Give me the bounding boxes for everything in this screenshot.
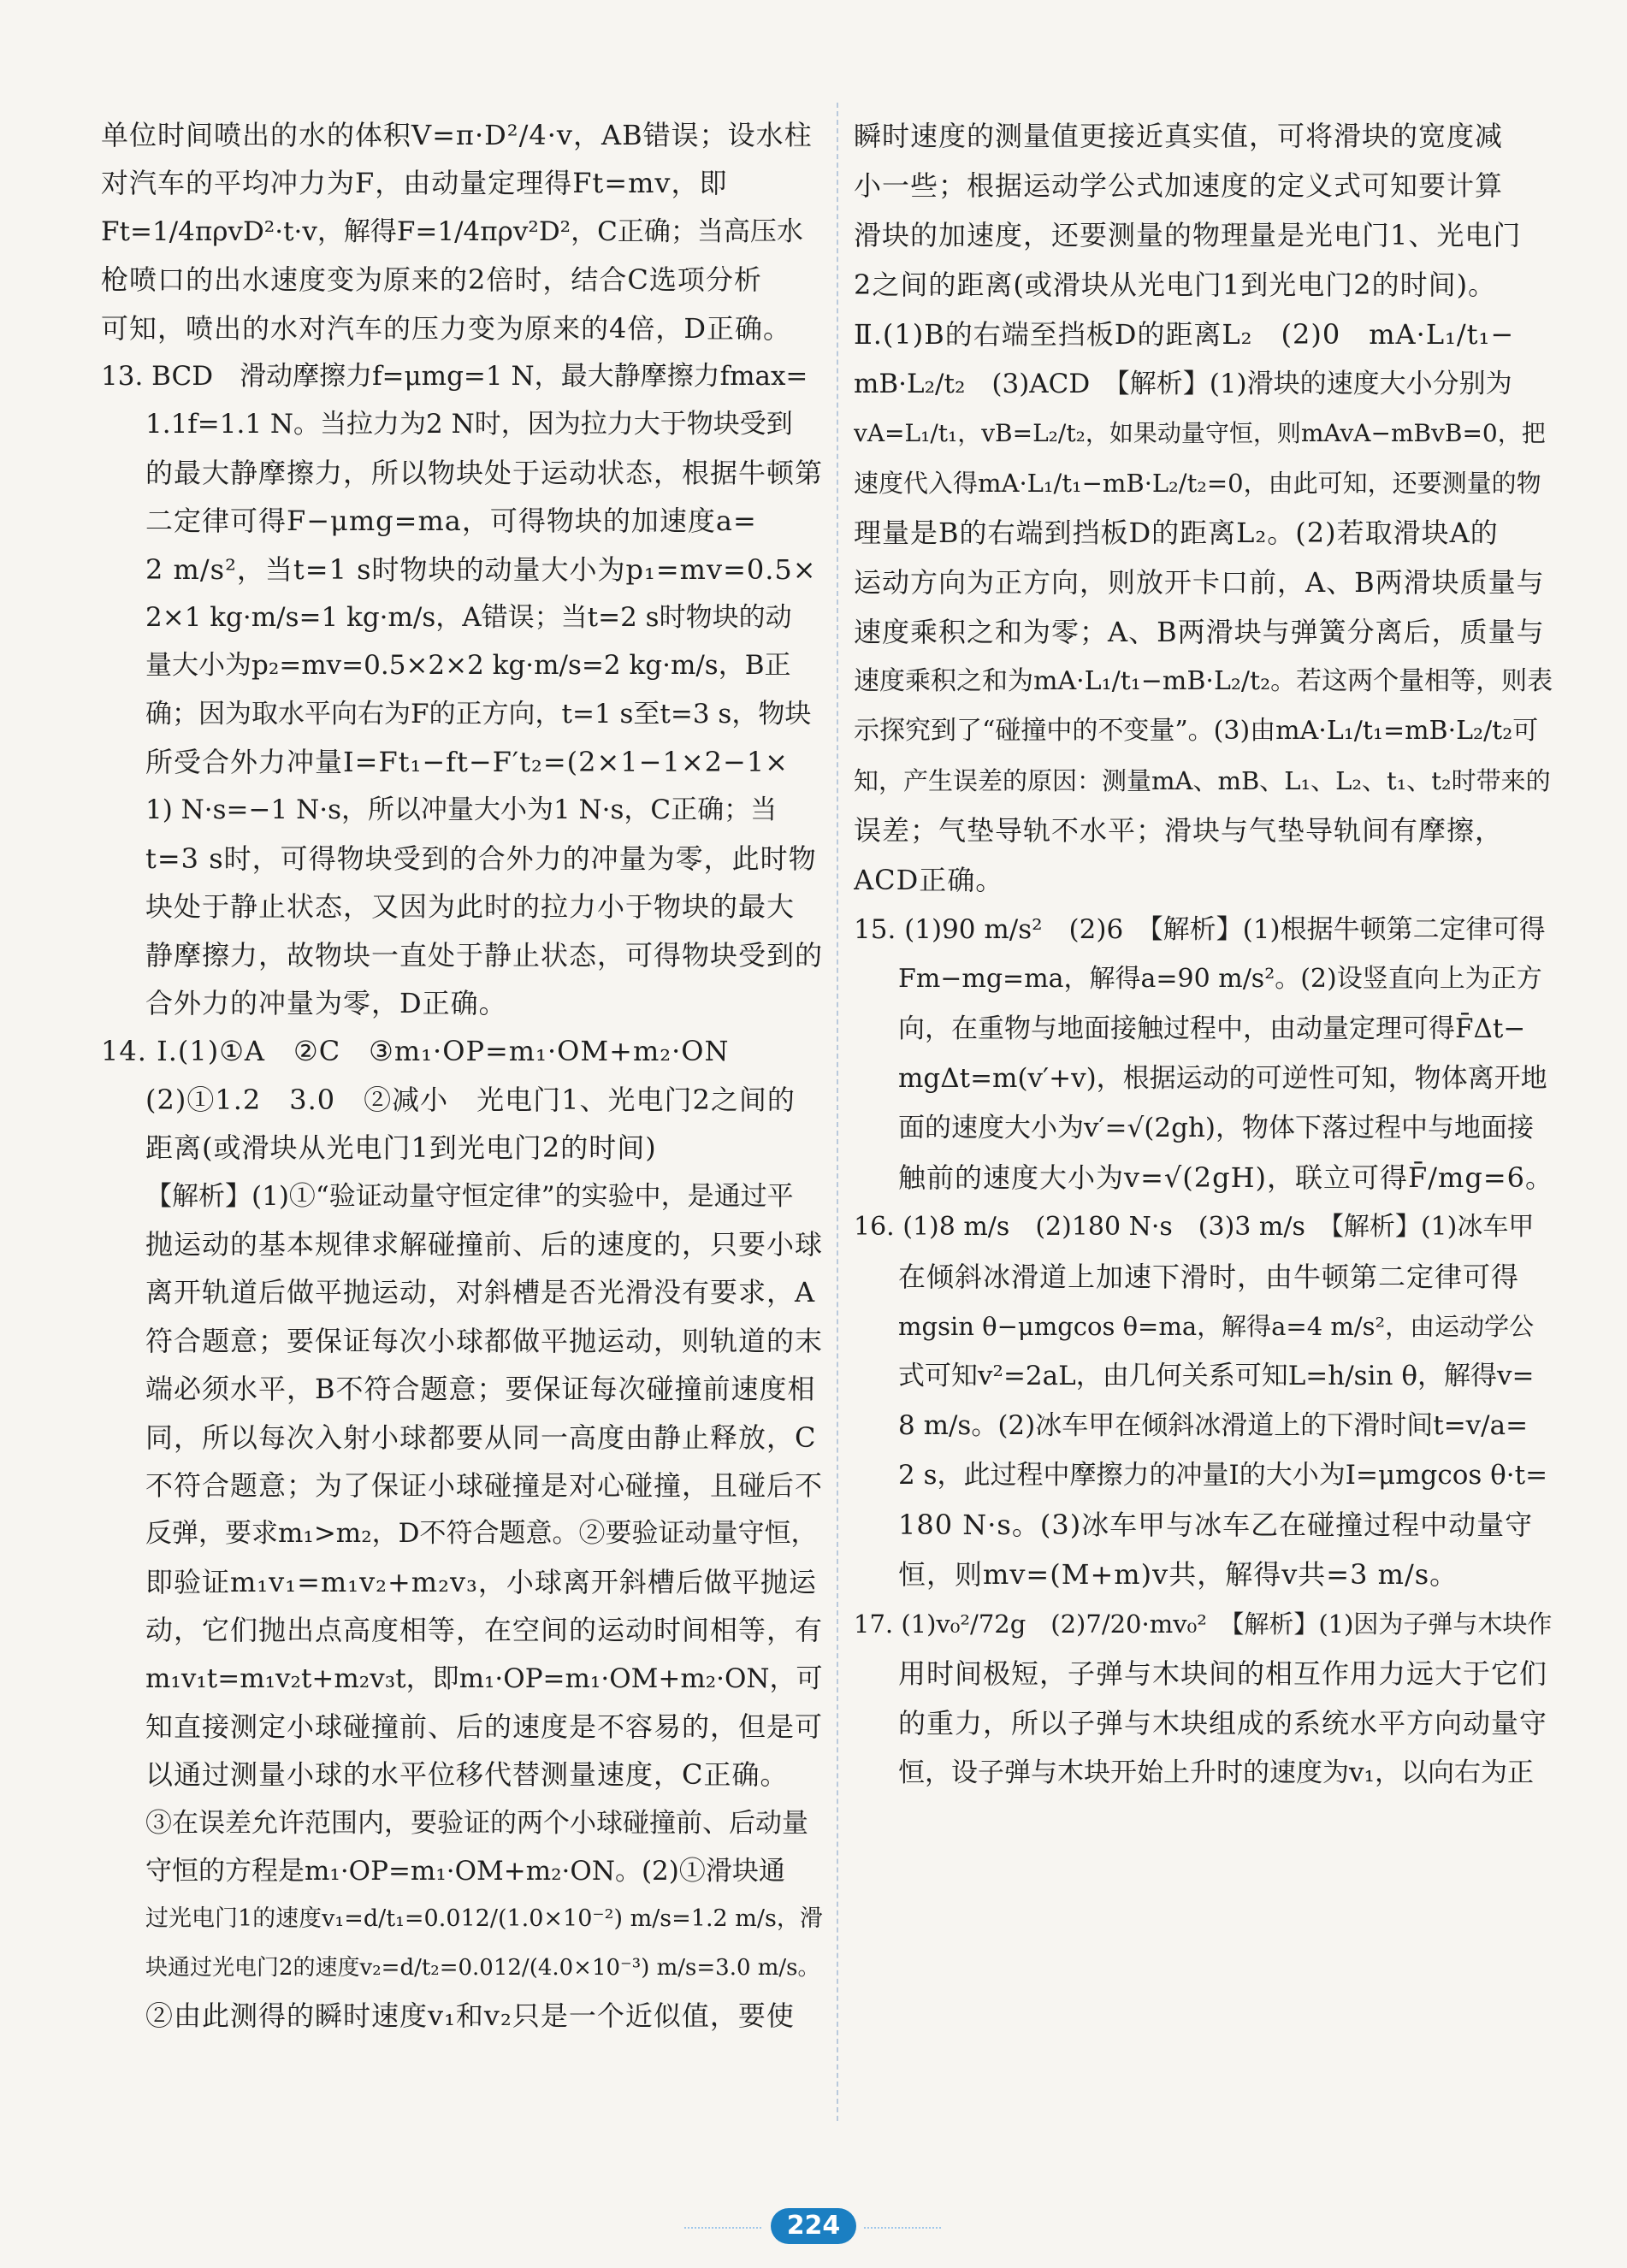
text-line: 在倾斜冰滑道上加速下滑时，由牛顿第二定律可得 [898, 1261, 1520, 1293]
text-line: mB·L₂/t₂ (3)ACD 【解析】(1)滑块的速度大小分别为 [854, 369, 1512, 399]
text-line: 瞬时速度的测量值更接近真实值，可将滑块的宽度减 [854, 120, 1504, 152]
text-line: 守恒的方程是m₁·OP=m₁·OM+m₂·ON。(2)①滑块通 [145, 1856, 785, 1887]
page-number: 224 [771, 2208, 856, 2244]
question-17-answer: 17. (1)v₀²/72g (2)7/20·mv₀² 【解析】(1)因为子弹与木块作 [854, 1609, 1553, 1639]
text-line: 的重力，所以子弹与木块组成的系统水平方向动量守 [898, 1707, 1548, 1739]
text-line: 【解析】(1)①“验证动量守恒定律”的实验中，是通过平 [145, 1180, 794, 1212]
text-line: 块处于静止状态，又因为此时的拉力小于物块的最大 [145, 890, 796, 924]
text-line: 2 m/s²，当t=1 s时物块的动量大小为p₁=mv=0.5× [145, 552, 817, 586]
text-line: 确；因为取水平向右为F的正方向，t=1 s至t=3 s，物块 [145, 698, 812, 729]
text-line: 知，产生误差的原因：测量mA、mB、L₁、L₂、t₁、t₂时带来的 [854, 766, 1551, 795]
text-line: ACD正确。 [854, 864, 1004, 896]
text-line: 2 s，此过程中摩擦力的冲量I的大小为I=μmgcos θ·t= [898, 1460, 1548, 1491]
text-line: 反弹，要求m₁>m₂，D不符合题意。②要验证动量守恒， [145, 1518, 818, 1550]
text-line: 误差；气垫导轨不水平；滑块与气垫导轨间有摩擦， [854, 814, 1504, 847]
text-line: 量大小为p₂=mv=0.5×2×2 kg·m/s=2 kg·m/s，B正 [145, 650, 791, 682]
question-14-answer: 14. Ⅰ.(1)①A ②C ③m₁·OP=m₁·OM+m₂·ON [101, 1035, 730, 1068]
text-line: 单位时间喷出的水的体积V=π·D²/4·v，AB错误；设水柱 [101, 119, 813, 151]
footer-dotted-line [684, 2227, 761, 2229]
footer-dotted-line [864, 2227, 941, 2229]
right-column [854, 111, 1555, 1798]
text-line: 符合题意；要保证每次小球都做平抛运动，则轨道的末 [145, 1324, 824, 1357]
text-line: 同，所以每次入射小球都要从同一高度由静止释放，C [145, 1420, 817, 1454]
text-line: 二定律可得F−μmg=ma，可得物块的加速度a= [145, 505, 757, 538]
text-line: vA=L₁/t₁，vB=L₂/t₂，如果动量守恒，则mAvA−mBvB=0，把 [854, 419, 1546, 447]
text-line: 速度代入得mA·L₁/t₁−mB·L₂/t₂=0，由此可知，还要测量的物 [854, 469, 1541, 498]
text-line: ②由此测得的瞬时速度v₁和v₂只是一个近似值，要使 [145, 1999, 795, 2033]
text-line: 即验证m₁v₁=m₁v₂+m₂v₃，小球离开斜槽后做平抛运 [145, 1565, 817, 1598]
text-line: 块通过光电门2的速度v₂=d/t₂=0.012/(4.0×10⁻³) m/s=3.0 m/s。 [145, 1954, 820, 1981]
text-line: 的最大静摩擦力，所以物块处于运动状态，根据牛顿第 [145, 456, 824, 489]
text-line: 面的速度大小为v′=√(2gh)，物体下落过程中与地面接 [898, 1113, 1534, 1143]
text-line: 合外力的冲量为零，D正确。 [145, 987, 507, 1020]
text-line: Ⅱ.(1)B的右端至挡板D的距离L₂ (2)0 mA·L₁/t₁− [854, 318, 1515, 351]
text-line: Ft=1/4πρvD²·t·v，解得F=1/4πρv²D²，C正确；当高压水 [101, 216, 803, 247]
text-line: t=3 s时，可得物块受到的合外力的冲量为零，此时物 [145, 842, 817, 875]
text-line: 恒，设子弹与木块开始上升时的速度为v₁，以向右为正 [898, 1757, 1534, 1788]
text-line: 1) N·s=−1 N·s，所以冲量大小为1 N·s，C正确；当 [145, 794, 778, 826]
text-line: m₁v₁t=m₁v₂t+m₂v₃t，即m₁·OP=m₁·OM+m₂·ON，可 [145, 1663, 823, 1694]
text-line: 距离(或滑块从光电门1到光电门2的时间) [145, 1131, 657, 1165]
text-line: 理量是B的右端到挡板D的距离L₂。(2)若取滑块A的 [854, 517, 1499, 549]
text-line: Fm−mg=ma，解得a=90 m/s²。(2)设竖直向上为正方 [898, 964, 1542, 994]
left-column [101, 111, 824, 2041]
text-line: 用时间极短，子弹与木块间的相互作用力远大于它们 [898, 1657, 1548, 1690]
question-16-answer: 16. (1)8 m/s (2)180 N·s (3)3 m/s 【解析】(1)冰车甲 [854, 1212, 1535, 1242]
text-line: (2)①1.2 3.0 ②减小 光电门1、光电门2之间的 [145, 1083, 796, 1116]
text-line: 触前的速度大小为v=√(2gH)，联立可得F̄/mg=6。 [898, 1161, 1553, 1194]
text-line: 速度乘积之和为零；A、B两滑块与弹簧分离后，质量与 [854, 616, 1545, 648]
text-line: 8 m/s。(2)冰车甲在倾斜冰滑道上的下滑时间t=v/a= [898, 1410, 1529, 1441]
text-line: mgsin θ−μmgcos θ=ma，解得a=4 m/s²，由运动学公 [898, 1312, 1535, 1341]
text-line: 端必须水平，B不符合题意；要保证每次碰撞前速度相 [145, 1373, 816, 1406]
question-15-answer: 15. (1)90 m/s² (2)6 【解析】(1)根据牛顿第二定律可得 [854, 914, 1546, 945]
text-line: 180 N·s。(3)冰车甲与冰车乙在碰撞过程中动量守 [898, 1509, 1534, 1541]
text-line: 以通过测量小球的水平位移代替测量速度，C正确。 [145, 1758, 789, 1792]
text-line: 小一些；根据运动学公式加速度的定义式可知要计算 [854, 169, 1504, 202]
page-footer [0, 2206, 1627, 2249]
text-line: 式可知v²=2aL，由几何关系可知L=h/sin θ，解得v= [898, 1361, 1535, 1391]
text-line: 知直接测定小球碰撞前、后的速度是不容易的，但是可 [145, 1710, 824, 1743]
text-line: 可知，喷出的水对汽车的压力变为原来的4倍，D正确。 [101, 311, 792, 345]
text-line: 运动方向为正方向，则放开卡口前，A、B两滑块质量与 [854, 566, 1545, 599]
text-line: 2之间的距离(或滑块从光电门1到光电门2的时间)。 [854, 269, 1497, 301]
text-line: 枪喷口的出水速度变为原来的2倍时，结合C选项分析 [101, 263, 762, 297]
text-line: 2×1 kg·m/s=1 kg·m/s，A错误；当t=2 s时物块的动 [145, 601, 792, 633]
question-13-answer: 13. BCD 滑动摩擦力f=μmg=1 N，最大静摩擦力fmax= [101, 360, 808, 392]
text-line: 滑块的加速度，还要测量的物理量是光电门1、光电门 [854, 219, 1522, 251]
text-line: 示探究到了“碰撞中的不变量”。(3)由mA·L₁/t₁=mB·L₂/t₂可 [854, 716, 1539, 746]
text-line: 离开轨道后做平抛运动，对斜槽是否光滑没有要求，A [145, 1276, 816, 1309]
text-line: 抛运动的基本规律求解碰撞前、后的速度的，只要小球 [145, 1227, 824, 1261]
text-line: 1.1f=1.1 N。当拉力为2 N时，因为拉力大于物块受到 [145, 409, 793, 440]
text-line: mgΔt=m(v′+v)，根据运动的可逆性可知，物体离开地 [898, 1063, 1547, 1094]
text-line: 恒，则mv=(M+m)v共，解得v共=3 m/s。 [898, 1558, 1458, 1591]
text-line: 静摩擦力，故物块一直处于静止状态，可得物块受到的 [145, 938, 824, 972]
text-line: 所受合外力冲量I=Ft₁−ft−F′t₂=(2×1−1×2−1× [145, 746, 789, 779]
text-line: 动，它们抛出点高度相等，在空间的运动时间相等，有 [145, 1614, 824, 1647]
column-divider [837, 103, 838, 2121]
text-line: 对汽车的平均冲力为F，由动量定理得Ft=mv，即 [101, 167, 728, 200]
text-line: 过光电门1的速度v₁=d/t₁=0.012/(1.0×10⁻²) m/s=1.2 m/s，滑 [145, 1905, 823, 1933]
text-line: 不符合题意；为了保证小球碰撞是对心碰撞，且碰后不 [145, 1468, 824, 1502]
text-line: 速度乘积之和为mA·L₁/t₁−mB·L₂/t₂。若这两个量相等，则表 [854, 666, 1553, 696]
text-line: 向，在重物与地面接触过程中，由动量定理可得F̄Δt− [898, 1013, 1526, 1044]
text-line: ③在误差允许范围内，要验证的两个小球碰撞前、后动量 [145, 1807, 808, 1839]
